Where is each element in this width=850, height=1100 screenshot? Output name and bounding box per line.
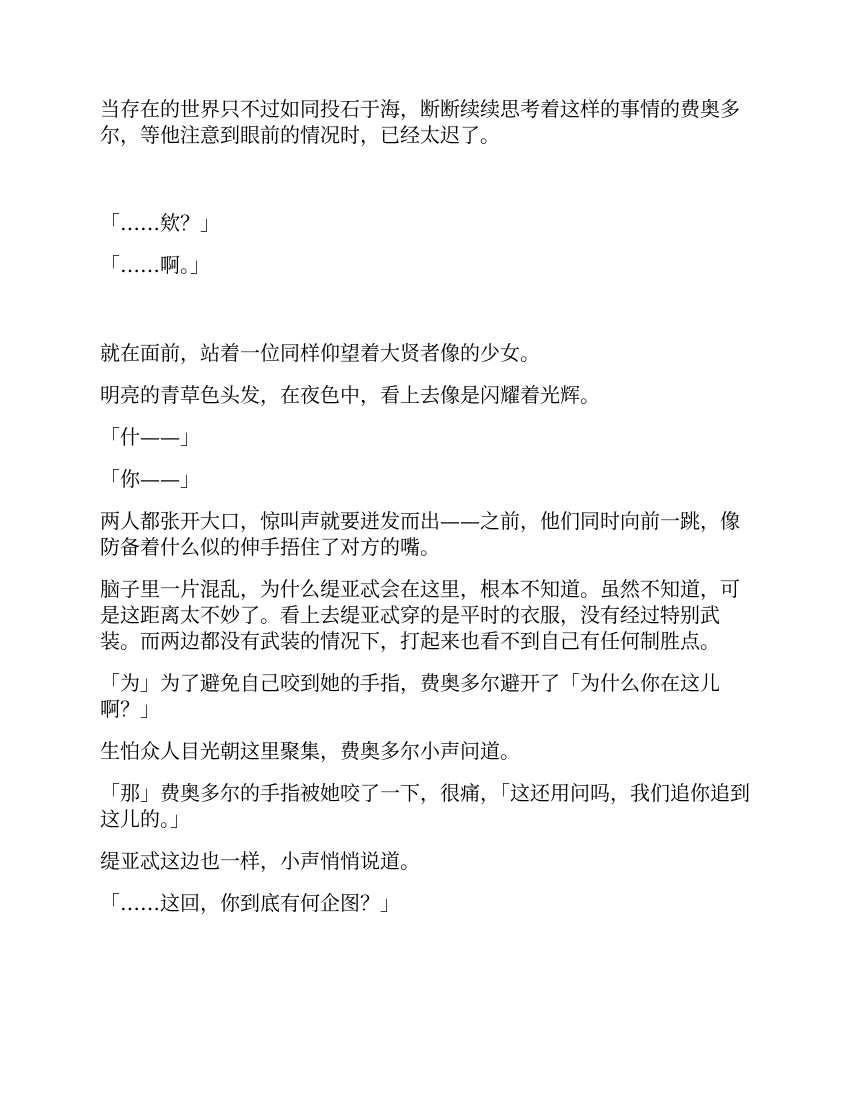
paragraph: 就在面前，站着一位同样仰望着大贤者像的少女。 <box>100 341 540 365</box>
paragraph: 当存在的世界只不过如同投石于海，断断续续思考着这样的事情的费奥多尔，等他注意到眼前的情况时，已经太迟了。 <box>100 97 740 147</box>
dialogue-line: 「……欸？」 <box>100 211 220 235</box>
paragraph: 「为」为了避免自己咬到她的手指，费奥多尔避开了「为什么你在这儿啊？」 <box>100 671 720 721</box>
paragraph: 生怕众人目光朝这里聚集，费奥多尔小声问道。 <box>100 739 520 763</box>
dialogue-line: 「什——」 <box>100 425 200 449</box>
paragraph: 「那」费奥多尔的手指被她咬了一下，很痛，「这还用问吗，我们追你追到这儿的。」 <box>100 781 750 831</box>
paragraph: 脑子里一片混乱，为什么缇亚忒会在这里，根本不知道。虽然不知道，可是这距离太不妙了。看上去缇亚忒穿的是平时的衣服，没有经过特别武装。而两边都没有武装的情况下，打起来也看不到自己有任何制胜点。 <box>100 577 740 653</box>
paragraph: 明亮的青草色头发，在夜色中，看上去像是闪耀着光辉。 <box>100 383 600 407</box>
paragraph: 两人都张开大口，惊叫声就要迸发而出——之前，他们同时向前一跳，像防备着什么似的伸手捂住了对方的嘴。 <box>100 509 740 559</box>
dialogue-line: 「……这回，你到底有何企图？」 <box>100 891 400 915</box>
paragraph: 缇亚忒这边也一样，小声悄悄说道。 <box>100 849 420 873</box>
dialogue-line: 「你——」 <box>100 467 200 491</box>
dialogue-line: 「……啊。」 <box>100 253 210 277</box>
